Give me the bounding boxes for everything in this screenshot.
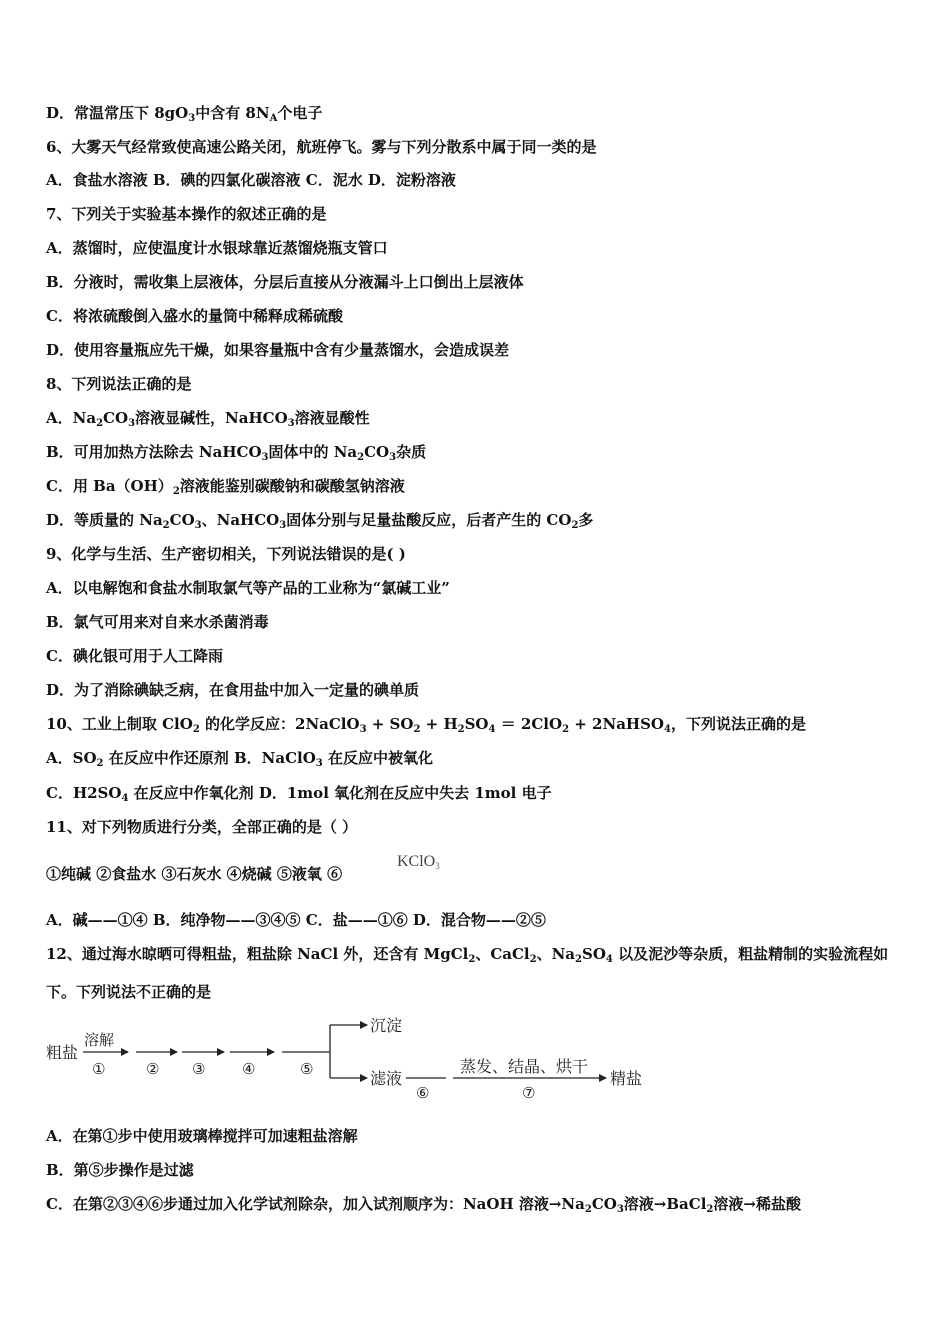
flow-precipitate: 沉淀 [370, 1016, 403, 1035]
q7-option-d: D．使用容量瓶应先干燥，如果容量瓶中含有少量蒸馏水，会造成误差 [46, 341, 510, 359]
q9-option-b: B．氯气可用来对自来水杀菌消毒 [46, 613, 269, 631]
q7-option-c: C．将浓硫酸倒入盛水的量筒中稀释成稀硫酸 [46, 307, 343, 325]
q12-stem-cont: 下。下列说法不正确的是 [46, 983, 212, 1001]
flow-step-4: ④ [242, 1060, 256, 1078]
q6-options: A．食盐水溶液 B．碘的四氯化碳溶液 C．泥水 D．淀粉溶液 [46, 171, 456, 189]
q6-stem: 6、大雾天气经常致使高速公路关闭，航班停飞。雾与下列分散系中属于同一类的是 [46, 138, 597, 156]
q9-option-c: C．碘化银可用于人工降雨 [46, 647, 223, 665]
q11-items: ①纯碱 ②食盐水 ③石灰水 ④烧碱 ⑤液氧 ⑥ [46, 865, 343, 883]
q8-stem: 8、下列说法正确的是 [46, 375, 192, 393]
q12-option-a: A．在第①步中使用玻璃棒搅拌可加速粗盐溶解 [46, 1127, 358, 1145]
flow-step-5: ⑤ [300, 1060, 314, 1078]
q10-stem: 10、工业上制取 ClO$_2$ 的化学反应：2NaClO$_3$ + $SO_2 + H_2SO_4 = 2ClO_2$ + 2NaHSO$_4$，下列说法正确的是 [46, 715, 806, 735]
q12-stem: 12、通过海水晾晒可得粗盐，粗盐除 NaCl 外，还含有 MgCl$_2$、CaCl$_2$、$Na_2SO_4$ 以及泥沙等杂质，粗盐精制的实验流程如 [46, 945, 889, 965]
flow-step-6: ⑥ [416, 1084, 430, 1102]
q5-option-d: D．常温常压下 $8gO_3$中含有 $8N_A$个电子 [46, 104, 323, 124]
q8-option-d: D．等质量的 $Na_2CO_3$、NaHCO$_3$固体分别与足量盐酸反应，后者产生的 $CO_2$多 [46, 511, 594, 531]
q9-option-a: A．以电解饱和食盐水制取氯气等产品的工业称为“氯碱工业” [46, 579, 450, 597]
q9-option-d: D．为了消除碘缺乏病，在食用盐中加入一定量的碘单质 [46, 681, 420, 699]
q7-option-b: B．分液时，需收集上层液体，分层后直接从分液漏斗上口倒出上层液体 [46, 273, 524, 291]
flow-step-2: ② [146, 1060, 160, 1078]
q11-kclo3-formula: KClO$_3$ [397, 853, 440, 871]
flow-filtrate: 滤液 [370, 1069, 403, 1088]
flow-step-7: ⑦ [522, 1084, 536, 1102]
flow-end: 精盐 [610, 1069, 643, 1088]
q11-stem: 11、对下列物质进行分类，全部正确的是（ ） [46, 818, 358, 836]
q8-option-c: C．用 $Ba(OH)_2$溶液能鉴别碳酸钠和碳酸氢钠溶液 [46, 477, 405, 497]
q7-option-a: A．蒸馏时，应使温度计水银球靠近蒸馏烧瓶支管口 [46, 239, 388, 257]
flow-evap: 蒸发、结晶、烘干 [460, 1057, 589, 1076]
flow-start: 粗盐 [46, 1043, 79, 1062]
q9-stem: 9、化学与生活、生产密切相关，下列说法错误的是( ) [46, 545, 406, 563]
q12-option-b: B．第⑤步操作是过滤 [46, 1161, 194, 1179]
flow-step-3: ③ [192, 1060, 206, 1078]
q10-options-ab: A．$SO_2$ 在反应中作还原剂 B．NaClO$_3$ 在反应中被氧化 [46, 749, 433, 769]
q8-option-b: B．可用加热方法除去 NaHCO$_3$固体中的 $Na_2CO_3$杂质 [46, 443, 427, 463]
flow-dissolve: 溶解 [84, 1031, 115, 1049]
q8-option-a: A．$Na_2CO_3$溶液显碱性，NaHCO$_3$溶液显酸性 [46, 409, 370, 429]
q11-options: A．碱——①④ B．纯净物——③④⑤ C．盐——①⑥ D．混合物——②⑤ [46, 911, 546, 929]
q10-options-cd: C．$H2SO_4$ 在反应中作氧化剂 D．1mol 氧化剂在反应中失去 1mol 电子 [46, 784, 552, 804]
q12-option-c: C．在第②③④⑥步通过加入化学试剂除杂，加入试剂顺序为：NaOH 溶液$\to Na_2CO_3$溶液→BaCl$_2$溶液→稀盐酸 [46, 1195, 801, 1215]
flow-step-1: ① [92, 1060, 106, 1078]
q7-stem: 7、下列关于实验基本操作的叙述正确的是 [46, 205, 327, 223]
